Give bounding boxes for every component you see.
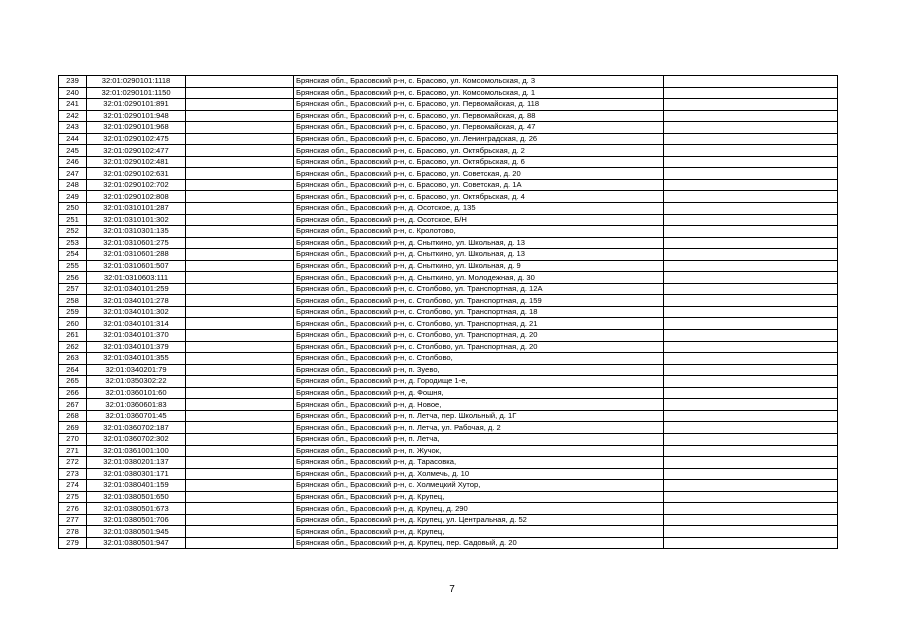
table-row (59, 491, 838, 503)
row-number-cell: 251 (59, 214, 87, 226)
cadastral-number-cell: 32:01:0290101:948 (87, 110, 186, 122)
table-row (59, 330, 838, 342)
empty-cell (186, 364, 294, 376)
address-cell: Брянская обл., Брасовский р-н, д. Крупец, д. 290 (294, 503, 664, 515)
empty-cell (664, 526, 838, 538)
empty-cell (664, 99, 838, 111)
empty-cell (186, 410, 294, 422)
table-row (59, 410, 838, 422)
table-row (59, 318, 838, 330)
registry-table-body (59, 76, 838, 549)
row-number-cell: 259 (59, 306, 87, 318)
empty-cell (664, 330, 838, 342)
empty-cell (664, 214, 838, 226)
table-row (59, 145, 838, 157)
cadastral-number-cell: 32:01:0360701:45 (87, 410, 186, 422)
cadastral-number-cell: 32:01:0310603:111 (87, 272, 186, 284)
row-number-cell: 242 (59, 110, 87, 122)
empty-cell (186, 168, 294, 180)
cadastral-number-cell: 32:01:0290102:481 (87, 156, 186, 168)
cadastral-number-cell: 32:01:0380501:947 (87, 537, 186, 549)
empty-cell (664, 110, 838, 122)
cadastral-number-cell: 32:01:0360601:83 (87, 399, 186, 411)
cadastral-number-cell: 32:01:0380501:650 (87, 491, 186, 503)
empty-cell (186, 399, 294, 411)
address-cell: Брянская обл., Брасовский р-н, д. Городище 1-е, (294, 376, 664, 388)
empty-cell (664, 260, 838, 272)
empty-cell (186, 387, 294, 399)
row-number-cell: 271 (59, 445, 87, 457)
row-number-cell: 266 (59, 387, 87, 399)
cadastral-number-cell: 32:01:0380401:159 (87, 480, 186, 492)
row-number-cell: 249 (59, 191, 87, 203)
empty-cell (664, 295, 838, 307)
address-cell: Брянская обл., Брасовский р-н, д. Сныткино, ул. Школьная, д. 9 (294, 260, 664, 272)
cadastral-number-cell: 32:01:0340201:79 (87, 364, 186, 376)
table-row (59, 122, 838, 134)
address-cell: Брянская обл., Брасовский р-н, д. Холмечь, д. 10 (294, 468, 664, 480)
empty-cell (186, 376, 294, 388)
row-number-cell: 278 (59, 526, 87, 538)
empty-cell (186, 237, 294, 249)
empty-cell (664, 76, 838, 88)
address-cell: Брянская обл., Брасовский р-н, д. Фошня, (294, 387, 664, 399)
address-cell: Брянская обл., Брасовский р-н, п. Летча, (294, 433, 664, 445)
table-row (59, 503, 838, 515)
row-number-cell: 277 (59, 514, 87, 526)
empty-cell (186, 76, 294, 88)
empty-cell (186, 179, 294, 191)
table-row (59, 341, 838, 353)
cadastral-number-cell: 32:01:0380501:706 (87, 514, 186, 526)
cadastral-number-cell: 32:01:0290102:631 (87, 168, 186, 180)
table-row (59, 179, 838, 191)
row-number-cell: 257 (59, 283, 87, 295)
cadastral-number-cell: 32:01:0310101:302 (87, 214, 186, 226)
address-cell: Брянская обл., Брасовский р-н, д. Осотское, Б/Н (294, 214, 664, 226)
address-cell: Брянская обл., Брасовский р-н, д. Сныткино, ул. Школьная, д. 13 (294, 249, 664, 261)
empty-cell (664, 87, 838, 99)
empty-cell (186, 353, 294, 365)
row-number-cell: 245 (59, 145, 87, 157)
cadastral-number-cell: 32:01:0361001:100 (87, 445, 186, 457)
table-row (59, 422, 838, 434)
row-number-cell: 273 (59, 468, 87, 480)
empty-cell (664, 491, 838, 503)
table-row (59, 237, 838, 249)
empty-cell (664, 341, 838, 353)
table-row (59, 468, 838, 480)
empty-cell (664, 387, 838, 399)
cadastral-number-cell: 32:01:0290101:1150 (87, 87, 186, 99)
row-number-cell: 265 (59, 376, 87, 388)
table-row (59, 191, 838, 203)
row-number-cell: 247 (59, 168, 87, 180)
address-cell: Брянская обл., Брасовский р-н, с. Брасово, ул. Комсомольская, д. 3 (294, 76, 664, 88)
empty-cell (664, 168, 838, 180)
table-row (59, 99, 838, 111)
empty-cell (664, 145, 838, 157)
cadastral-number-cell: 32:01:0290102:477 (87, 145, 186, 157)
table-row (59, 295, 838, 307)
empty-cell (664, 191, 838, 203)
cadastral-number-cell: 32:01:0360101:60 (87, 387, 186, 399)
address-cell: Брянская обл., Брасовский р-н, с. Брасово, ул. Ленинградская, д. 26 (294, 133, 664, 145)
cadastral-number-cell: 32:01:0310601:507 (87, 260, 186, 272)
address-cell: Брянская обл., Брасовский р-н, с. Столбово, ул. Транспортная, д. 20 (294, 341, 664, 353)
row-number-cell: 248 (59, 179, 87, 191)
empty-cell (664, 272, 838, 284)
cadastral-number-cell: 32:01:0380501:945 (87, 526, 186, 538)
cadastral-number-cell: 32:01:0380501:673 (87, 503, 186, 515)
empty-cell (664, 433, 838, 445)
table-row (59, 272, 838, 284)
table-row (59, 364, 838, 376)
address-cell: Брянская обл., Брасовский р-н, с. Столбово, ул. Транспортная, д. 18 (294, 306, 664, 318)
empty-cell (186, 306, 294, 318)
table-row (59, 214, 838, 226)
table-row (59, 433, 838, 445)
empty-cell (664, 283, 838, 295)
cadastral-number-cell: 32:01:0310601:275 (87, 237, 186, 249)
cadastral-number-cell: 32:01:0310601:288 (87, 249, 186, 261)
empty-cell (186, 133, 294, 145)
address-cell: Брянская обл., Брасовский р-н, с. Брасово, ул. Советская, д. 20 (294, 168, 664, 180)
page-number: 7 (449, 584, 455, 595)
table-row (59, 526, 838, 538)
cadastral-number-cell: 32:01:0290102:702 (87, 179, 186, 191)
cadastral-number-cell: 32:01:0380301:171 (87, 468, 186, 480)
empty-cell (186, 122, 294, 134)
table-row (59, 226, 838, 238)
row-number-cell: 262 (59, 341, 87, 353)
empty-cell (664, 353, 838, 365)
table-row (59, 537, 838, 549)
empty-cell (664, 468, 838, 480)
table-row (59, 203, 838, 215)
empty-cell (186, 433, 294, 445)
empty-cell (664, 364, 838, 376)
table-row (59, 76, 838, 88)
empty-cell (664, 203, 838, 215)
row-number-cell: 254 (59, 249, 87, 261)
empty-cell (664, 237, 838, 249)
empty-cell (186, 283, 294, 295)
empty-cell (664, 376, 838, 388)
empty-cell (664, 480, 838, 492)
row-number-cell: 276 (59, 503, 87, 515)
address-cell: Брянская обл., Брасовский р-н, д. Крупец, (294, 526, 664, 538)
empty-cell (186, 318, 294, 330)
address-cell: Брянская обл., Брасовский р-н, с. Холмецкий Хутор, (294, 480, 664, 492)
empty-cell (186, 503, 294, 515)
table-row (59, 445, 838, 457)
row-number-cell: 255 (59, 260, 87, 272)
address-cell: Брянская обл., Брасовский р-н, с. Брасово, ул. Октябрьская, д. 6 (294, 156, 664, 168)
address-cell: Брянская обл., Брасовский р-н, д. Сныткино, ул. Школьная, д. 13 (294, 237, 664, 249)
cadastral-number-cell: 32:01:0340101:355 (87, 353, 186, 365)
row-number-cell: 275 (59, 491, 87, 503)
address-cell: Брянская обл., Брасовский р-н, с. Столбово, ул. Транспортная, д. 21 (294, 318, 664, 330)
table-row (59, 353, 838, 365)
cadastral-number-cell: 32:01:0350302:22 (87, 376, 186, 388)
row-number-cell: 252 (59, 226, 87, 238)
address-cell: Брянская обл., Брасовский р-н, п. Зуево, (294, 364, 664, 376)
empty-cell (186, 272, 294, 284)
empty-cell (186, 468, 294, 480)
table-row (59, 87, 838, 99)
row-number-cell: 267 (59, 399, 87, 411)
address-cell: Брянская обл., Брасовский р-н, с. Брасово, ул. Первомайская, д. 88 (294, 110, 664, 122)
address-cell: Брянская обл., Брасовский р-н, с. Брасово, ул. Октябрьская, д. 2 (294, 145, 664, 157)
address-cell: Брянская обл., Брасовский р-н, п. Жучок, (294, 445, 664, 457)
address-cell: Брянская обл., Брасовский р-н, с. Столбово, ул. Транспортная, д. 20 (294, 330, 664, 342)
empty-cell (664, 399, 838, 411)
empty-cell (186, 214, 294, 226)
empty-cell (186, 422, 294, 434)
table-row (59, 168, 838, 180)
address-cell: Брянская обл., Брасовский р-н, с. Брасово, ул. Октябрьская, д. 4 (294, 191, 664, 203)
table-row (59, 306, 838, 318)
row-number-cell: 269 (59, 422, 87, 434)
address-cell: Брянская обл., Брасовский р-н, с. Брасово, ул. Первомайская, д. 118 (294, 99, 664, 111)
cadastral-number-cell: 32:01:0290102:475 (87, 133, 186, 145)
address-cell: Брянская обл., Брасовский р-н, д. Крупец, (294, 491, 664, 503)
cadastral-number-cell: 32:01:0340101:259 (87, 283, 186, 295)
empty-cell (186, 526, 294, 538)
row-number-cell: 239 (59, 76, 87, 88)
table-row (59, 110, 838, 122)
cadastral-number-cell: 32:01:0290101:1118 (87, 76, 186, 88)
row-number-cell: 240 (59, 87, 87, 99)
cadastral-number-cell: 32:01:0340101:379 (87, 341, 186, 353)
empty-cell (186, 514, 294, 526)
table-row (59, 283, 838, 295)
empty-cell (664, 318, 838, 330)
table-row (59, 387, 838, 399)
address-cell: Брянская обл., Брасовский р-н, с. Столбово, (294, 353, 664, 365)
empty-cell (186, 110, 294, 122)
empty-cell (186, 341, 294, 353)
empty-cell (664, 133, 838, 145)
row-number-cell: 261 (59, 330, 87, 342)
empty-cell (664, 410, 838, 422)
row-number-cell: 260 (59, 318, 87, 330)
cadastral-number-cell: 32:01:0360702:302 (87, 433, 186, 445)
empty-cell (664, 457, 838, 469)
empty-cell (664, 514, 838, 526)
address-cell: Брянская обл., Брасовский р-н, п. Летча, пер. Школьный, д. 1Г (294, 410, 664, 422)
address-cell: Брянская обл., Брасовский р-н, с. Столбово, ул. Транспортная, д. 159 (294, 295, 664, 307)
empty-cell (664, 249, 838, 261)
row-number-cell: 264 (59, 364, 87, 376)
row-number-cell: 253 (59, 237, 87, 249)
empty-cell (186, 480, 294, 492)
address-cell: Брянская обл., Брасовский р-н, д. Тарасовка, (294, 457, 664, 469)
empty-cell (186, 226, 294, 238)
row-number-cell: 274 (59, 480, 87, 492)
address-cell: Брянская обл., Брасовский р-н, д. Осотское, д. 135 (294, 203, 664, 215)
property-registry-table (58, 75, 838, 549)
table-row (59, 133, 838, 145)
cadastral-number-cell: 32:01:0380201:137 (87, 457, 186, 469)
empty-cell (664, 422, 838, 434)
empty-cell (664, 226, 838, 238)
cadastral-number-cell: 32:01:0360702:187 (87, 422, 186, 434)
cadastral-number-cell: 32:01:0290102:808 (87, 191, 186, 203)
empty-cell (664, 503, 838, 515)
address-cell: Брянская обл., Брасовский р-н, д. Крупец, ул. Центральная, д. 52 (294, 514, 664, 526)
table-row (59, 260, 838, 272)
empty-cell (186, 537, 294, 549)
cadastral-number-cell: 32:01:0340101:314 (87, 318, 186, 330)
table-row (59, 376, 838, 388)
row-number-cell: 241 (59, 99, 87, 111)
row-number-cell: 250 (59, 203, 87, 215)
row-number-cell: 270 (59, 433, 87, 445)
address-cell: Брянская обл., Брасовский р-н, с. Брасово, ул. Советская, д. 1А (294, 179, 664, 191)
row-number-cell: 272 (59, 457, 87, 469)
row-number-cell: 256 (59, 272, 87, 284)
address-cell: Брянская обл., Брасовский р-н, п. Летча, ул. Рабочая, д. 2 (294, 422, 664, 434)
row-number-cell: 258 (59, 295, 87, 307)
empty-cell (186, 87, 294, 99)
empty-cell (186, 457, 294, 469)
table-row (59, 156, 838, 168)
table-row (59, 457, 838, 469)
cadastral-number-cell: 32:01:0310301:135 (87, 226, 186, 238)
cadastral-number-cell: 32:01:0290101:968 (87, 122, 186, 134)
empty-cell (186, 191, 294, 203)
empty-cell (186, 145, 294, 157)
row-number-cell: 279 (59, 537, 87, 549)
address-cell: Брянская обл., Брасовский р-н, с. Брасово, ул. Комсомольская, д. 1 (294, 87, 664, 99)
cadastral-number-cell: 32:01:0310101:287 (87, 203, 186, 215)
row-number-cell: 244 (59, 133, 87, 145)
table-row (59, 480, 838, 492)
row-number-cell: 268 (59, 410, 87, 422)
empty-cell (186, 491, 294, 503)
empty-cell (664, 179, 838, 191)
table-row (59, 514, 838, 526)
empty-cell (186, 260, 294, 272)
row-number-cell: 243 (59, 122, 87, 134)
empty-cell (664, 156, 838, 168)
empty-cell (186, 156, 294, 168)
empty-cell (664, 537, 838, 549)
empty-cell (664, 122, 838, 134)
cadastral-number-cell: 32:01:0340101:370 (87, 330, 186, 342)
address-cell: Брянская обл., Брасовский р-н, д. Крупец, пер. Садовый, д. 20 (294, 537, 664, 549)
address-cell: Брянская обл., Брасовский р-н, с. Брасово, ул. Первомайская, д. 47 (294, 122, 664, 134)
row-number-cell: 246 (59, 156, 87, 168)
cadastral-number-cell: 32:01:0340101:278 (87, 295, 186, 307)
cadastral-number-cell: 32:01:0290101:891 (87, 99, 186, 111)
empty-cell (664, 445, 838, 457)
table-row (59, 399, 838, 411)
cadastral-number-cell: 32:01:0340101:302 (87, 306, 186, 318)
address-cell: Брянская обл., Брасовский р-н, с. Столбово, ул. Транспортная, д. 12А (294, 283, 664, 295)
row-number-cell: 263 (59, 353, 87, 365)
address-cell: Брянская обл., Брасовский р-н, с. Кролотово, (294, 226, 664, 238)
empty-cell (186, 249, 294, 261)
address-cell: Брянская обл., Брасовский р-н, д. Сныткино, ул. Молодежная, д. 30 (294, 272, 664, 284)
empty-cell (186, 445, 294, 457)
empty-cell (186, 203, 294, 215)
table-row (59, 249, 838, 261)
empty-cell (186, 99, 294, 111)
address-cell: Брянская обл., Брасовский р-н, д. Новое, (294, 399, 664, 411)
empty-cell (664, 306, 838, 318)
empty-cell (186, 330, 294, 342)
empty-cell (186, 295, 294, 307)
